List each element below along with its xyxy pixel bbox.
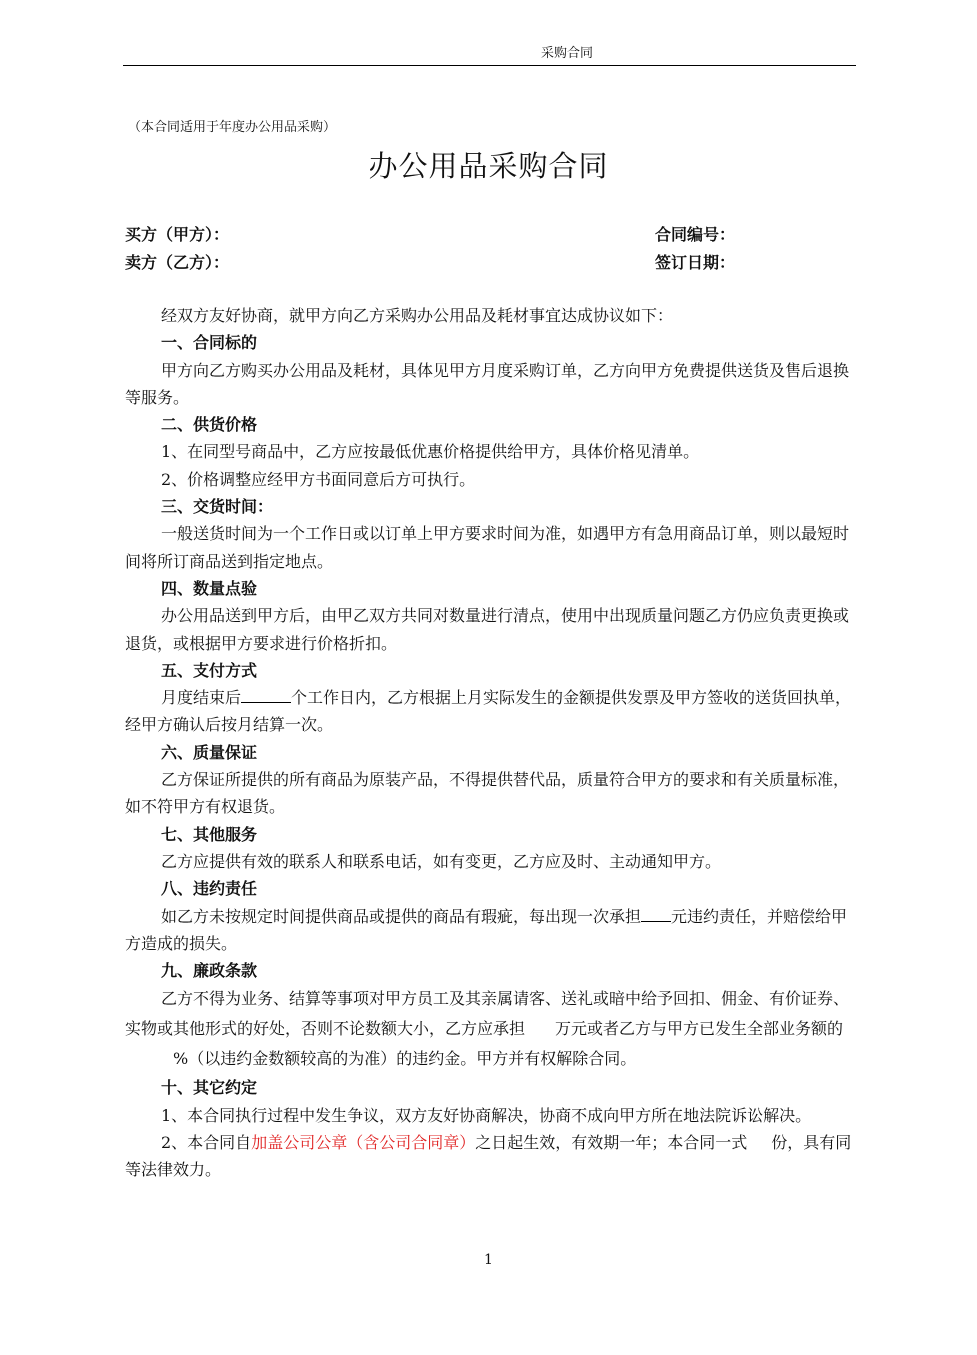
fill-blank: [641, 905, 671, 922]
section-item: 1、本合同执行过程中发生争议，双方友好协商解决，协商不成向甲方所在地法院诉讼解决。: [161, 1105, 812, 1125]
contract-number-label: 合同编号：: [655, 225, 736, 244]
payment-text-a: 月度结束后: [161, 688, 242, 708]
seller-label: 卖方（乙方）：: [125, 253, 230, 272]
sign-date-label: 签订日期：: [655, 253, 736, 272]
section-text: 乙方保证所提供的所有商品为原装产品，不得提供替代品，质量符合甲方的要求和有关质量标准，如不符甲方有权退货。: [125, 770, 850, 817]
header-title: 采购合同: [541, 46, 594, 61]
breach-text-a: 如乙方未按规定时间提供商品或提供的商品有瑕疵，每出现一次承担: [161, 906, 642, 926]
section-heading: 十、其它约定: [161, 1078, 258, 1098]
section-heading: 六、质量保证: [161, 742, 258, 762]
section-item: 2、价格调整应经甲方书面同意后方可执行。: [161, 469, 476, 489]
section-item: 1、在同型号商品中，乙方应按最低优惠价格提供给甲方，具体价格见清单。: [161, 442, 700, 462]
integrity-text-c: %（以违约金数额较高的为准）的违约金。甲方并有权解除合同。: [173, 1049, 637, 1069]
section-text: 办公用品送到甲方后，由甲乙双方共同对数量进行清点，使用中出现质量问题乙方仍应负责更换或退货，或根据甲方要求进行价格折扣。: [125, 606, 850, 653]
section-heading: 九、廉政条款: [161, 961, 258, 981]
breach-text-b: 元违约责任，并赔偿给甲方造成的损失。: [125, 906, 848, 953]
page-number: 1: [484, 1252, 493, 1268]
section-text: [125, 984, 860, 1074]
section-heading: 三、交货时间：: [161, 497, 274, 517]
document-title: 办公用品采购合同: [368, 149, 609, 183]
section-heading: 七、其他服务: [161, 824, 258, 844]
effect-text-c: 份，具有同等法律效力。: [125, 1133, 852, 1180]
applicability-note: （本合同适用于年度办公用品采购）: [128, 120, 337, 135]
payment-text-b: 个工作日内，乙方根据上月实际发生的金额提供发票及甲方签收的送货回执单，经甲方确认后按月结算一次。: [125, 688, 852, 735]
section-text: [125, 903, 860, 958]
section-heading: 四、数量点验: [161, 578, 258, 598]
intro-paragraph: 经双方友好协商，就甲方向乙方采购办公用品及耗材事宜达成协议如下：: [161, 306, 674, 325]
section-heading: 一、合同标的: [161, 333, 258, 353]
section-text: 一般送货时间为一个工作日或以订单上甲方要求时间为准，如遇甲方有急用商品订单，则以最短时间将所订商品送到指定地点。: [125, 524, 850, 571]
effect-text-b: 之日起生效，有效期一年；本合同一式: [475, 1133, 748, 1153]
fill-blank: [241, 686, 291, 703]
section-text: 乙方应提供有效的联系人和联系电话，如有变更，乙方应及时、主动通知甲方。: [161, 851, 722, 871]
section-heading: 五、支付方式: [161, 660, 258, 680]
section-item: [125, 1129, 860, 1184]
section-heading: 八、违约责任: [161, 879, 258, 899]
section-text: [125, 684, 860, 739]
integrity-text-b: 万元或者乙方与甲方已发生全部业务额的: [555, 1019, 844, 1039]
effect-text-a: 2、本合同自: [161, 1133, 252, 1153]
page-header: [123, 40, 856, 66]
highlighted-seal-text: 加盖公司公章（含公司合同章）: [251, 1133, 476, 1153]
contract-body: [125, 302, 860, 1184]
integrity-text-a: 乙方不得为业务、结算等事项对甲方员工及其亲属请客、送礼或暗中给予回扣、佣金、有价证券、实物或其他形式的好处，否则不论数额大小，乙方应承担: [125, 989, 850, 1039]
section-heading: 二、供货价格: [161, 415, 258, 435]
section-text: 甲方向乙方购买办公用品及耗材，具体见甲方月度采购订单，乙方向甲方免费提供送货及售后退换等服务。: [125, 360, 850, 407]
buyer-label: 买方（甲方）：: [125, 225, 230, 244]
